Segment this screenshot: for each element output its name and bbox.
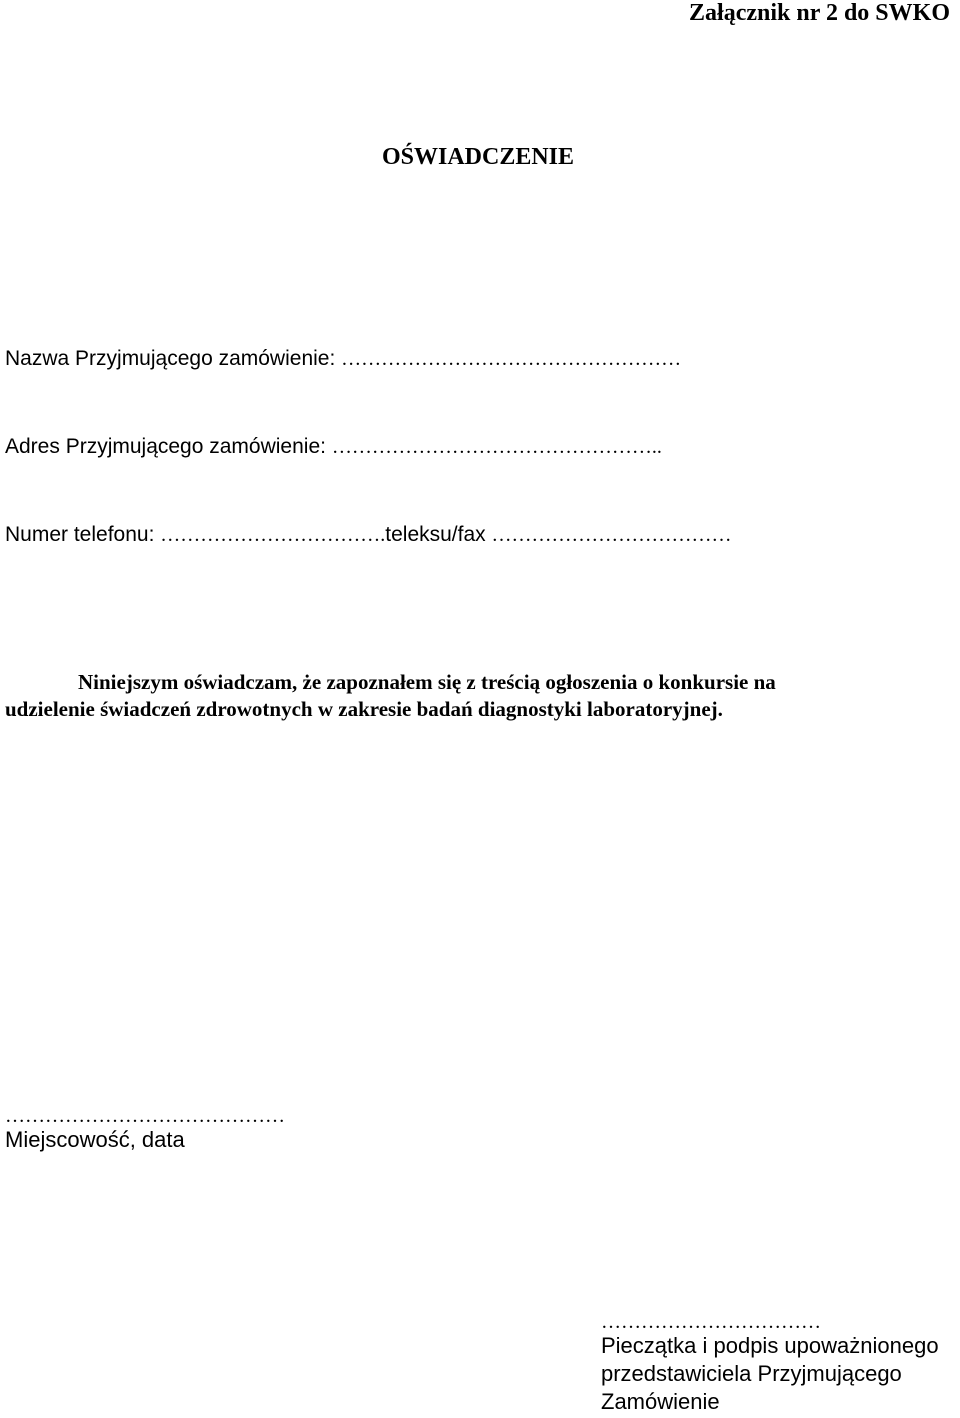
signature-block <box>601 1312 939 1416</box>
fax-label: teleksu/fax <box>385 523 486 546</box>
place-date-block <box>5 1106 285 1154</box>
contractor-address-blank[interactable]: ………………………………………….. <box>331 436 662 458</box>
signature-blank[interactable]: …………………………… <box>601 1311 821 1333</box>
signature-label-line-3: Zamówienie <box>601 1389 720 1414</box>
phone-blank[interactable]: ……………………………. <box>160 524 386 546</box>
signature-label-line-2: przedstawiciela Przyjmującego <box>601 1361 902 1386</box>
fax-blank[interactable]: ……………………………… <box>491 524 732 546</box>
contractor-name-field <box>5 346 681 372</box>
contractor-name-blank[interactable]: …………………………………………… <box>341 348 682 370</box>
phone-label: Numer telefonu: <box>5 523 155 546</box>
phone-fax-field <box>5 522 732 548</box>
place-date-blank[interactable]: …………………………………… <box>5 1105 285 1127</box>
statement-line-1: Niniejszym oświadczam, że zapoznałem się z treścią ogłoszenia o konkursie na <box>78 670 776 694</box>
statement-line-2: udzielenie świadczeń zdrowotnych w zakresie badań diagnostyki laboratoryjnej. <box>5 697 723 721</box>
attachment-header: Załącznik nr 2 do SWKO <box>689 0 950 26</box>
document-title: OŚWIADCZENIE <box>381 144 575 170</box>
signature-label-line-1: Pieczątka i podpis upoważnionego <box>601 1333 939 1358</box>
contractor-name-label: Nazwa Przyjmującego zamówienie: <box>5 347 336 370</box>
contractor-address-label: Adres Przyjmującego zamówienie: <box>5 435 326 458</box>
place-date-label: Miejscowość, data <box>5 1127 185 1152</box>
contractor-address-field <box>5 434 662 460</box>
declaration-statement <box>5 669 935 723</box>
